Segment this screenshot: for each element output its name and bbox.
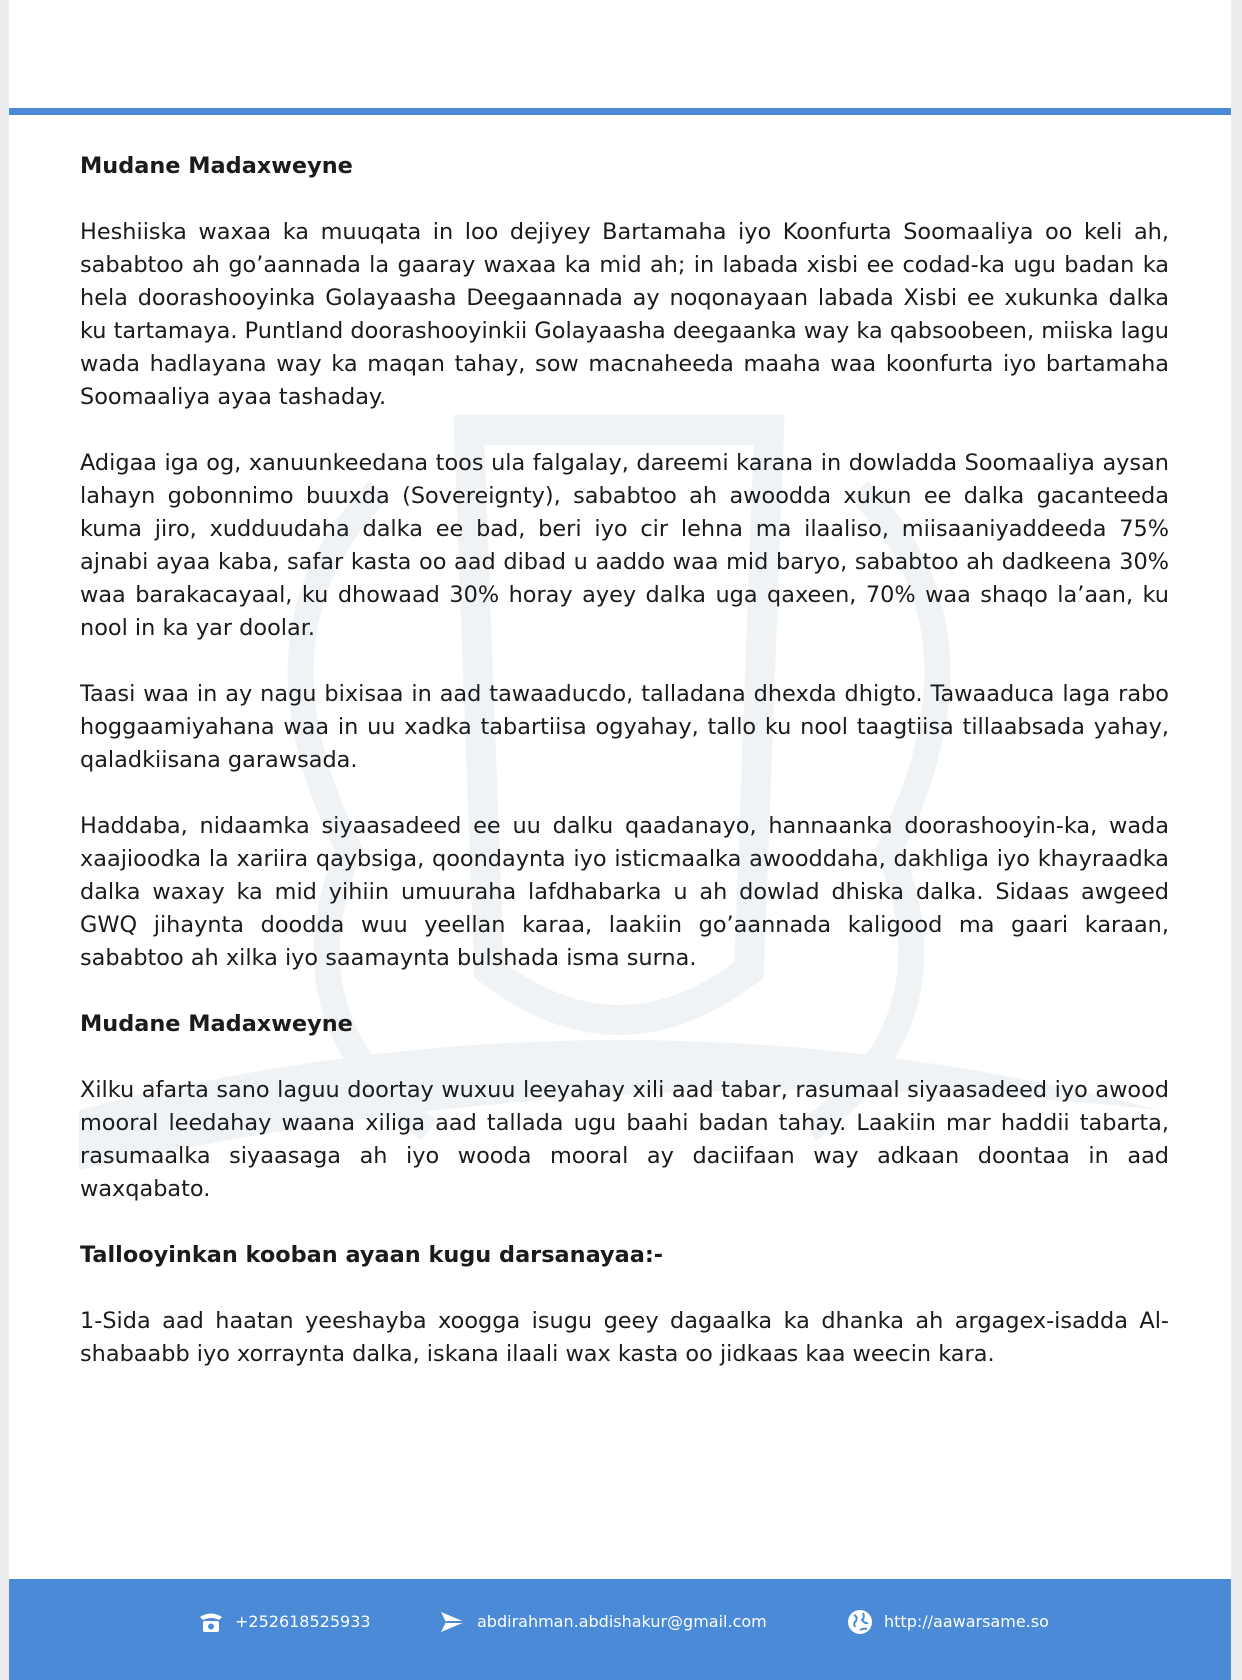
recommendations-heading: Tallooyinkan kooban ayaan kugu darsanayaa:- [80, 1242, 664, 1268]
salutation-heading: Mudane Madaxweyne [80, 153, 353, 179]
footer-website [846, 1579, 1049, 1664]
footer-email [439, 1579, 767, 1664]
footer-phone [197, 1579, 371, 1664]
letter-page [9, 0, 1231, 1680]
globe-icon [846, 1608, 874, 1636]
website-link[interactable]: http://aawarsame.so [884, 1612, 1049, 1631]
body-paragraph: 1-Sida aad haatan yeeshayba xoogga isugu geey dagaalka ka dhanka ah argagex-isadda Al-shabaabb iyo xorraynta dalka, iskana ilaali wax kasta oo jidkaas kaa weecin kara. [80, 1308, 1169, 1367]
contact-footer [9, 1579, 1231, 1680]
phone-icon [197, 1608, 225, 1636]
body-paragraph: Taasi waa in ay nagu bixisaa in aad tawaaducdo, talladana dhexda dhigto. Tawaaduca laga rabo hoggaamiyahana waa in uu xadka tabartiisa ogyahay, tallo ku nool taagtiisa tillaabsada yahay, qaladkiisana garawsada. [80, 681, 1169, 773]
send-icon [439, 1608, 467, 1636]
email-address[interactable]: abdirahman.abdishakur@gmail.com [477, 1612, 767, 1631]
salutation-heading: Mudane Madaxweyne [80, 1011, 353, 1037]
header-rule [9, 108, 1231, 115]
body-paragraph: Xilku afarta sano laguu doortay wuxuu leeyahay xili aad tabar, rasumaal siyaasadeed iyo awood mooral leedahay waana xiliga aad tallada ugu baahi badan tahay. Laakiin mar haddii tabarta, rasumaalka siyaasaga ah iyo wooda mooral ay daciifaan way adkaan doontaa in aad waxqabato. [80, 1077, 1169, 1202]
phone-number[interactable]: +252618525933 [235, 1612, 371, 1631]
letter-body [80, 150, 1169, 1404]
body-paragraph: Haddaba, nidaamka siyaasadeed ee uu dalku qaadanayo, hannaanka doorashooyin-ka, wada xaajioodka la xariira qaybsiga, qoondaynta iyo isticmaalka awooddaha, dakhliga iyo khayraadka dalka waxay ka mid yihiin umuuraha lafdhabarka u ah dowlad dhiska dalka. Sidaas awgeed GWQ jihaynta doodda wuu yeellan karaa, laakiin go’aannada kaligood ma gaari karaan, sababtoo ah xilka iyo saamaynta bulshada isma surna. [80, 813, 1169, 971]
body-paragraph: Adigaa iga og, xanuunkeedana toos ula falgalay, dareemi karana in dowladda Soomaaliya aysan lahayn gobonnimo buuxda (Sovereignty), sababtoo ah awoodda xukun ee dalka gacanteeda kuma jiro, xudduudaha dalka ee bad, beri iyo cir lehna ma ilaaliso, miisaaniyaddeeda 75% ajnabi ayaa kaba, safar kasta oo aad dibad u aaddo waa mid baryo, sababtoo ah dadkeena 30% waa barakacayaal, ku dhowaad 30% horay ayey dalka uga qaxeen, 70% waa shaqo la’aan, ku nool in ka yar doolar. [80, 450, 1169, 641]
body-paragraph: Heshiiska waxaa ka muuqata in loo dejiyey Bartamaha iyo Koonfurta Soomaaliya oo keli ah, sababtoo ah go’aannada la gaaray waxaa ka mid ah; in labada xisbi ee codad-ka ugu badan ka hela doorashooyinka Golayaasha Deegaannada ay noqonayaan labada Xisbi ee xukunka dalka ku tartamaya. Puntland doorashooyinkii Golayaasha deegaanka way ka qabsoobeen, miiska lagu wada hadlayana way ka maqan tahay, sow macnaheeda maaha waa koonfurta iyo bartamaha Soomaaliya ayaa tashaday. [80, 219, 1169, 410]
